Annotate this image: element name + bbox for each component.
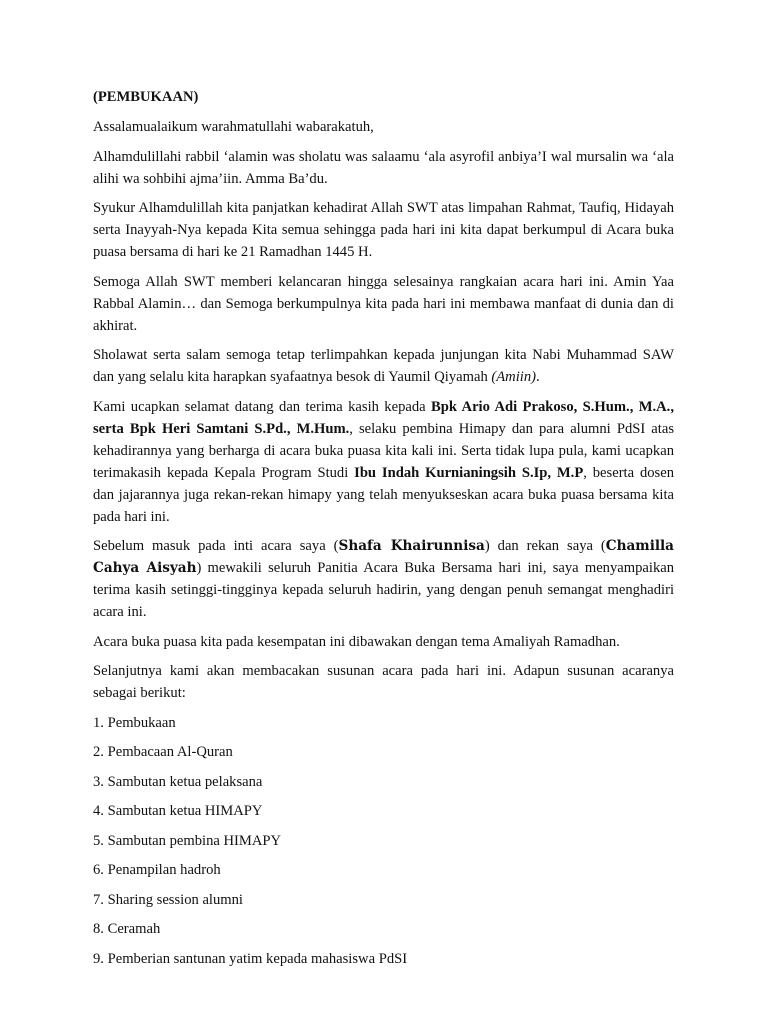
susunan-paragraph: Selanjutnya kami akan membacakan susunan acara pada hari ini. Adapun susunan acaranya sebagai berikut: (93, 663, 674, 701)
list-item: 4. Sambutan ketua HIMAPY (93, 803, 263, 819)
semoga-paragraph: Semoga Allah SWT memberi kelancaran hingga selesainya rangkaian acara hari ini. Amin Yaa Rabbal Alamin… dan Semoga berkumpulnya kita pada hari ini membawa manfaat di dunia dan di akhirat. (93, 273, 674, 334)
list-item: 2. Pembacaan Al-Quran (93, 744, 233, 760)
list-item: 8. Ceramah (93, 921, 161, 937)
welcome-paragraph (93, 396, 674, 528)
welcome-text-2: , selaku pembina Himapy dan para alumni PdSI atas kehadirannya yang berharga di acara buka puasa kita kali ini. Serta tidak lupa pula, kami ucapkan terimakasih kepada Kepala Program Studi (93, 420, 674, 481)
sholawat-end: . (535, 369, 540, 385)
sholawat-text: Sholawat serta salam semoga tetap terlimpahkan kepada junjungan kita Nabi Muhammad SAW dan yang selalu kita harapkan syafaatnya besok di Yaumil Qiyamah (93, 347, 674, 385)
list-item: 6. Penampilan hadroh (93, 862, 221, 878)
list-item: 7. Sharing session alumni (93, 891, 243, 908)
greeting-paragraph: Assalamualaikum warahmatullahi wabarakatuh, (93, 119, 374, 135)
kaprodi-name: Ibu Indah Kurnianingsih S.Ip, M.P (354, 464, 584, 481)
list-item: 5. Sambutan pembina HIMAPY (93, 832, 282, 849)
pembina-names: Bpk Ario Adi Prakoso, S.Hum., M.A., serta Bpk Heri Samtani S.Pd., M.Hum. (93, 398, 674, 437)
amin-italic: (Amiin) (491, 369, 536, 385)
welcome-text-3: , beserta dosen dan jajarannya juga rekan-rekan himapy yang telah menyukseskan acara buka puasa bersama kita pada hari ini. (93, 464, 675, 525)
agenda-list (93, 712, 674, 970)
mc-paragraph (93, 535, 674, 623)
mc-text-2: ) dan rekan saya ( (484, 538, 606, 554)
list-item: 1. Pembukaan (93, 714, 176, 731)
list-item: 3. Sambutan ketua pelaksana (93, 773, 263, 790)
mc-text-1: Sebelum masuk pada inti acara saya ( (93, 538, 339, 554)
mc-name-2: Chamilla Cahya Aisyah (93, 538, 674, 576)
mc-name-1: Shafa Khairunnisa (338, 538, 485, 554)
section-heading: (PEMBUKAAN) (93, 89, 199, 105)
mc-text-3: ) mewakili seluruh Panitia Acara Buka Bersama hari ini, saya menyampaikan terima kasih setinggi-tingginya kepada seluruh hadirin, yang dengan penuh semangat menghadiri acara ini. (93, 560, 675, 620)
syukur-paragraph: Syukur Alhamdulillah kita panjatkan kehadirat Allah SWT atas limpahan Rahmat, Taufiq, Hidayah serta Inayyah-Nya kepada Kita semua sehingga pada hari ini kita dapat berkumpul di Acara buka puasa bersama di hari ke 21 Ramadhan 1445 H. (93, 200, 674, 260)
list-item: 9. Pemberian santunan yatim kepada mahasiswa PdSI (93, 950, 408, 967)
hamdalah-paragraph: Alhamdulillahi rabbil ‘alamin was sholatu was salaamu ‘ala asyrofil anbiya’I wal mursalin wa ‘ala alihi wa sohbihi ajma’iin. Amma Ba’du. (93, 148, 674, 187)
tema-paragraph: Acara buka puasa kita pada kesempatan ini dibawakan dengan tema Amaliyah Ramadhan. (93, 633, 620, 650)
welcome-text-1: Kami ucapkan selamat datang dan terima kasih kepada (93, 398, 431, 415)
sholawat-paragraph (93, 344, 674, 388)
